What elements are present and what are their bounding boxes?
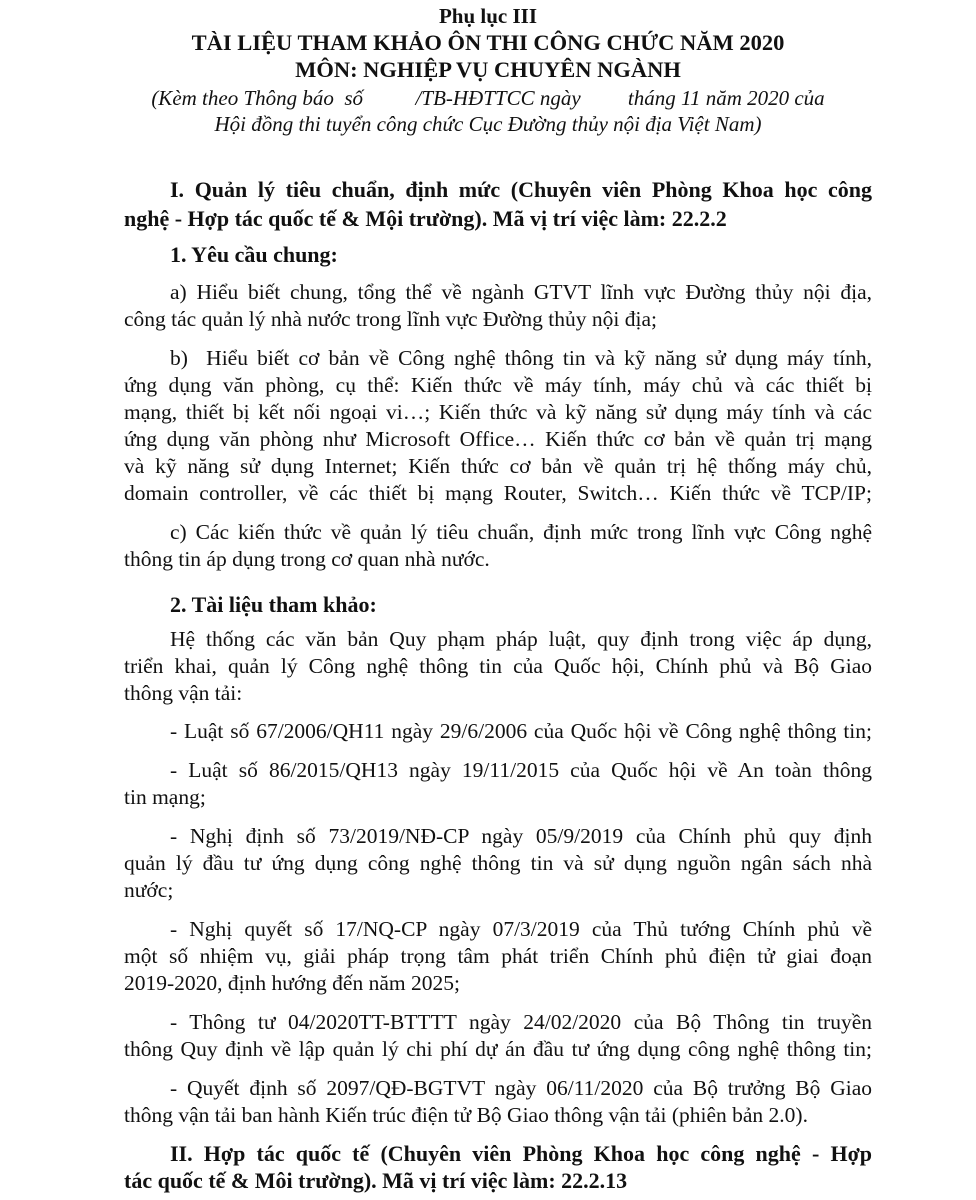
reference-item-cont: 2019-2020, định hướng đến năm 2025; — [124, 971, 460, 995]
reference-item-cont: một số nhiệm vụ, giải pháp trọng tâm phát triển Chính phủ điện tử giai đoạn — [124, 944, 872, 968]
reference-item: - Nghị quyết số 17/NQ-CP ngày 07/3/2019 của Thủ tướng Chính phủ về — [170, 917, 872, 941]
reference-item: - Nghị định số 73/2019/NĐ-CP ngày 05/9/2019 của Chính phủ quy định — [170, 824, 872, 848]
reference-item: - Luật số 67/2006/QH11 ngày 29/6/2006 của Quốc hội về Công nghệ thông tin; — [170, 719, 872, 743]
attachment-note-line2: Hội đồng thi tuyển công chức Cục Đường thủy nội địa Việt Nam) — [214, 112, 762, 136]
intro-line3: thông vận tải: — [124, 681, 243, 705]
item-b-line2: ứng dụng văn phòng, cụ thể: Kiến thức về máy tính, máy chủ và các thiết bị — [124, 373, 872, 397]
appendix-label: Phụ lục III — [438, 4, 538, 28]
item-b-line4: ứng dụng văn phòng như Microsoft Office… Kiến thức cơ bản về quản trị mạng — [124, 427, 872, 451]
reference-item: - Thông tư 04/2020TT-BTTTT ngày 24/02/2020 của Bộ Thông tin truyền — [170, 1010, 872, 1034]
attachment-note-line1: (Kèm theo Thông báo số /TB-HĐTTCC ngày tháng 11 năm 2020 của — [151, 86, 825, 110]
intro-line1: Hệ thống các văn bản Quy phạm pháp luật, quy định trong việc áp dụng, — [170, 627, 872, 651]
section1-heading-line1: I. Quản lý tiêu chuẩn, định mức (Chuyên viên Phòng Khoa học công — [170, 177, 872, 202]
subsection2-heading: 2. Tài liệu tham khảo: — [170, 592, 377, 617]
document-title: TÀI LIỆU THAM KHẢO ÔN THI CÔNG CHỨC NĂM 2020 — [191, 30, 785, 55]
subsection1-heading: 1. Yêu cầu chung: — [170, 242, 338, 267]
reference-item-cont: nước; — [124, 878, 174, 902]
reference-item-cont: thông Quy định về lập quản lý chi phí dự án đầu tư ứng dụng công nghệ thông tin; — [124, 1037, 872, 1061]
item-b-line6: domain controller, về các thiết bị mạng Router, Switch… Kiến thức về TCP/IP; — [124, 481, 872, 505]
item-a-line1: a) Hiểu biết chung, tổng thể về ngành GTVT lĩnh vực Đường thủy nội địa, — [170, 280, 872, 304]
item-b-line3: mạng, thiết bị kết nối ngoại vi…; Kiến thức và kỹ năng sử dụng máy tính và các — [124, 400, 872, 424]
item-b-line1: b) Hiểu biết cơ bản về Công nghệ thông tin và kỹ năng sử dụng máy tính, — [170, 346, 872, 370]
item-b-line5: và kỹ năng sử dụng Internet; Kiến thức cơ bản về quản trị hệ thống máy chủ, — [124, 454, 872, 478]
item-c-line1: c) Các kiến thức về quản lý tiêu chuẩn, định mức trong lĩnh vực Công nghệ — [170, 520, 872, 544]
reference-item-cont: quản lý đầu tư ứng dụng công nghệ thông tin và sử dụng nguồn ngân sách nhà — [124, 851, 872, 875]
section2-heading-line2: tác quốc tế & Môi trường). Mã vị trí việc làm: 22.2.13 — [124, 1168, 628, 1193]
item-c-line2: thông tin áp dụng trong cơ quan nhà nước. — [124, 547, 490, 571]
subject-title: MÔN: NGHIỆP VỤ CHUYÊN NGÀNH — [295, 57, 681, 82]
reference-item-cont: thông vận tải ban hành Kiến trúc điện tử Bộ Giao thông vận tải (phiên bản 2.0). — [124, 1103, 808, 1127]
intro-line2: triển khai, quản lý Công nghệ thông tin của Quốc hội, Chính phủ và Bộ Giao — [124, 654, 872, 678]
section2-heading-line1: II. Hợp tác quốc tế (Chuyên viên Phòng Khoa học công nghệ - Hợp — [170, 1141, 872, 1166]
reference-item-cont: tin mạng; — [124, 785, 206, 809]
section1-heading-line2: nghệ - Hợp tác quốc tế & Mội trường). Mã vị trí việc làm: 22.2.2 — [124, 206, 727, 231]
reference-item: - Quyết định số 2097/QĐ-BGTVT ngày 06/11/2020 của Bộ trưởng Bộ Giao — [170, 1076, 872, 1100]
item-a-line2: công tác quản lý nhà nước trong lĩnh vực Đường thủy nội địa; — [124, 307, 657, 331]
reference-item: - Luật số 86/2015/QH13 ngày 19/11/2015 của Quốc hội về An toàn thông — [170, 758, 872, 782]
